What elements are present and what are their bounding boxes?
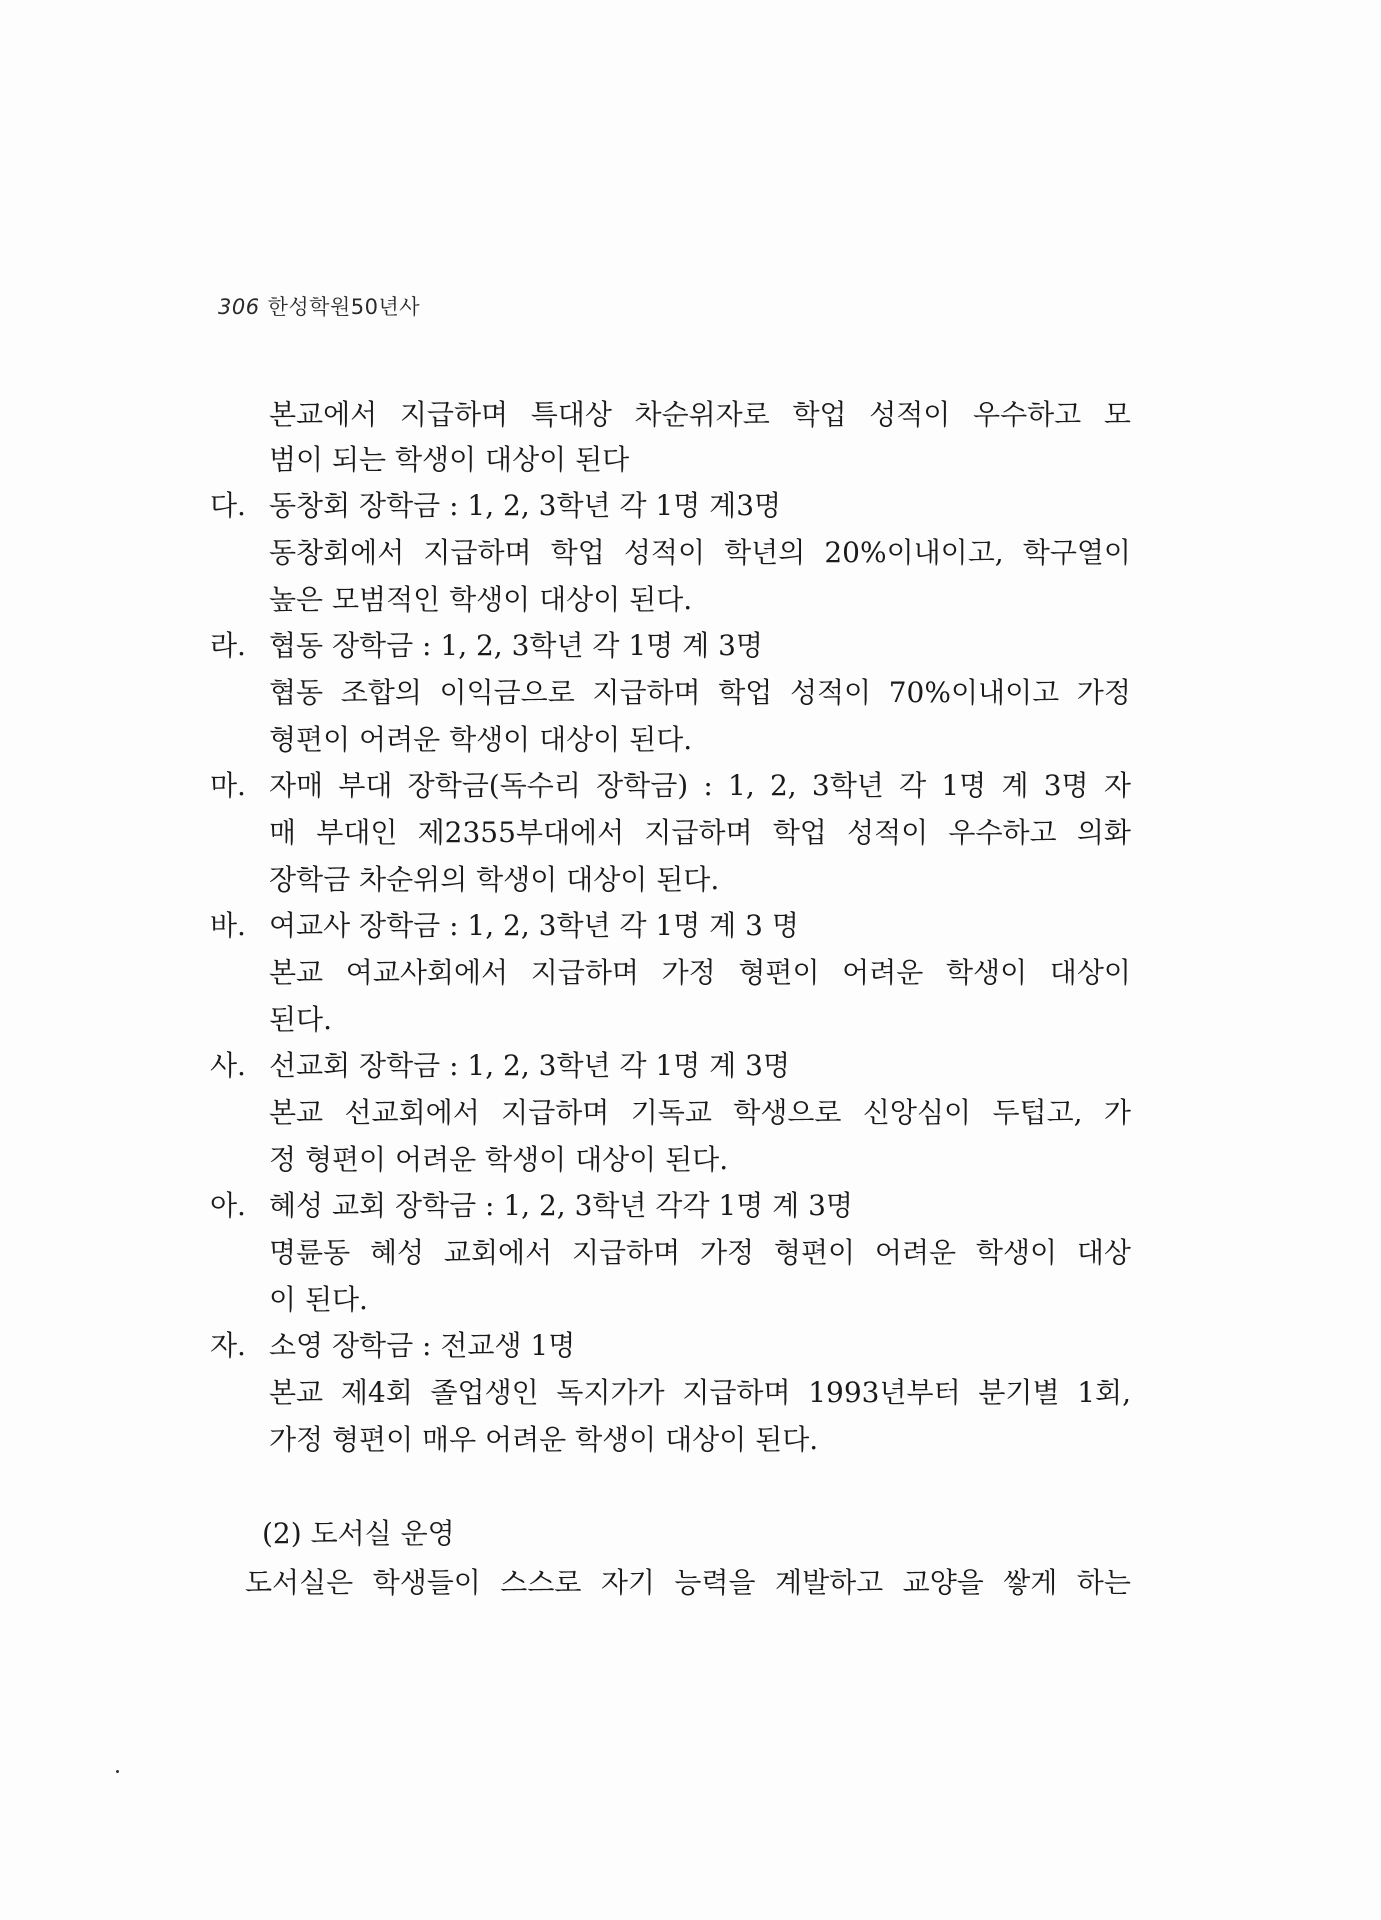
body-text: 된다.	[269, 1003, 332, 1036]
heading-text: 동창회 장학금 : 1, 2, 3학년 각 1명 계3명	[269, 489, 782, 522]
list-item-heading	[0, 1046, 1381, 1086]
body-text: 본교 제4회 졸업생인 독지가가 지급하며 1993년부터 분기별 1회,	[269, 1376, 1131, 1409]
body-text: 형편이 어려운 학생이 대상이 된다.	[269, 723, 693, 756]
list-item-heading	[0, 906, 1381, 946]
heading-text: 혜성 교회 장학금 : 1, 2, 3학년 각각 1명 계 3명	[269, 1189, 853, 1222]
text-line	[0, 1373, 1381, 1413]
list-label: 아.	[210, 1189, 246, 1222]
list-label: 바.	[210, 909, 246, 942]
text-line	[0, 860, 1381, 900]
text-line	[0, 533, 1381, 573]
text-line	[0, 440, 1381, 480]
text-line	[0, 580, 1381, 620]
text-line	[0, 1233, 1381, 1273]
text-line	[0, 1093, 1381, 1133]
body-text: 본교 여교사회에서 지급하며 가정 형편이 어려운 학생이 대상이	[269, 956, 1131, 989]
body-text: 동창회에서 지급하며 학업 성적이 학년의 20%이내이고, 학구열이	[269, 536, 1131, 569]
page-number: 306	[218, 295, 260, 319]
body-text: 본교 선교회에서 지급하며 기독교 학생으로 신앙심이 두텁고, 가	[269, 1096, 1131, 1129]
text-line	[0, 1280, 1381, 1320]
list-item-heading	[0, 626, 1381, 666]
book-title: 한성학원50년사	[267, 295, 421, 319]
running-header	[218, 291, 420, 321]
body-text: 매 부대인 제2355부대에서 지급하며 학업 성적이 우수하고 의화	[269, 816, 1131, 849]
list-label: 다.	[210, 489, 246, 522]
text-line	[0, 1140, 1381, 1180]
list-item-heading	[0, 766, 1381, 806]
text-line	[0, 1563, 1381, 1603]
list-label: 사.	[210, 1049, 246, 1082]
list-item-heading	[0, 1186, 1381, 1226]
text-line	[0, 673, 1381, 713]
body-text: 범이 되는 학생이 대상이 된다	[269, 443, 630, 476]
heading-text: 소영 장학금 : 전교생 1명	[269, 1329, 576, 1362]
list-label: 마.	[210, 769, 246, 802]
text-line	[0, 720, 1381, 760]
body-text: 본교에서 지급하며 특대상 차순위자로 학업 성적이 우수하고 모	[269, 398, 1131, 431]
list-item-heading	[0, 1326, 1381, 1366]
heading-text: 협동 장학금 : 1, 2, 3학년 각 1명 계 3명	[269, 629, 763, 662]
list-label: 자.	[210, 1329, 246, 1362]
text-line	[0, 813, 1381, 853]
body-text: 명륜동 혜성 교회에서 지급하며 가정 형편이 어려운 학생이 대상	[269, 1236, 1131, 1269]
heading-text: 선교회 장학금 : 1, 2, 3학년 각 1명 계 3명	[269, 1049, 790, 1082]
list-label: 라.	[210, 629, 246, 662]
body-text: 장학금 차순위의 학생이 대상이 된다.	[269, 863, 720, 896]
text-line	[0, 395, 1381, 435]
body-text: 도서실은 학생들이 스스로 자기 능력을 계발하고 교양을 쌓게 하는	[245, 1566, 1131, 1599]
section-title: (2) 도서실 운영	[262, 1517, 455, 1550]
scan-speck	[116, 1770, 119, 1773]
body-text: 협동 조합의 이익금으로 지급하며 학업 성적이 70%이내이고 가정	[269, 676, 1131, 709]
text-line	[0, 953, 1381, 993]
text-line	[0, 1420, 1381, 1460]
body-text: 정 형편이 어려운 학생이 대상이 된다.	[269, 1143, 729, 1176]
heading-text: 여교사 장학금 : 1, 2, 3학년 각 1명 계 3 명	[269, 909, 799, 942]
text-line	[0, 1000, 1381, 1040]
list-item-heading	[0, 486, 1381, 526]
body-text: 이 된다.	[269, 1283, 368, 1316]
section-heading	[0, 1514, 1381, 1554]
heading-text: 자매 부대 장학금(독수리 장학금) : 1, 2, 3학년 각 1명 계 3명 자	[269, 769, 1131, 802]
body-text: 가정 형편이 매우 어려운 학생이 대상이 된다.	[269, 1423, 819, 1456]
body-text: 높은 모범적인 학생이 대상이 된다.	[269, 583, 693, 616]
